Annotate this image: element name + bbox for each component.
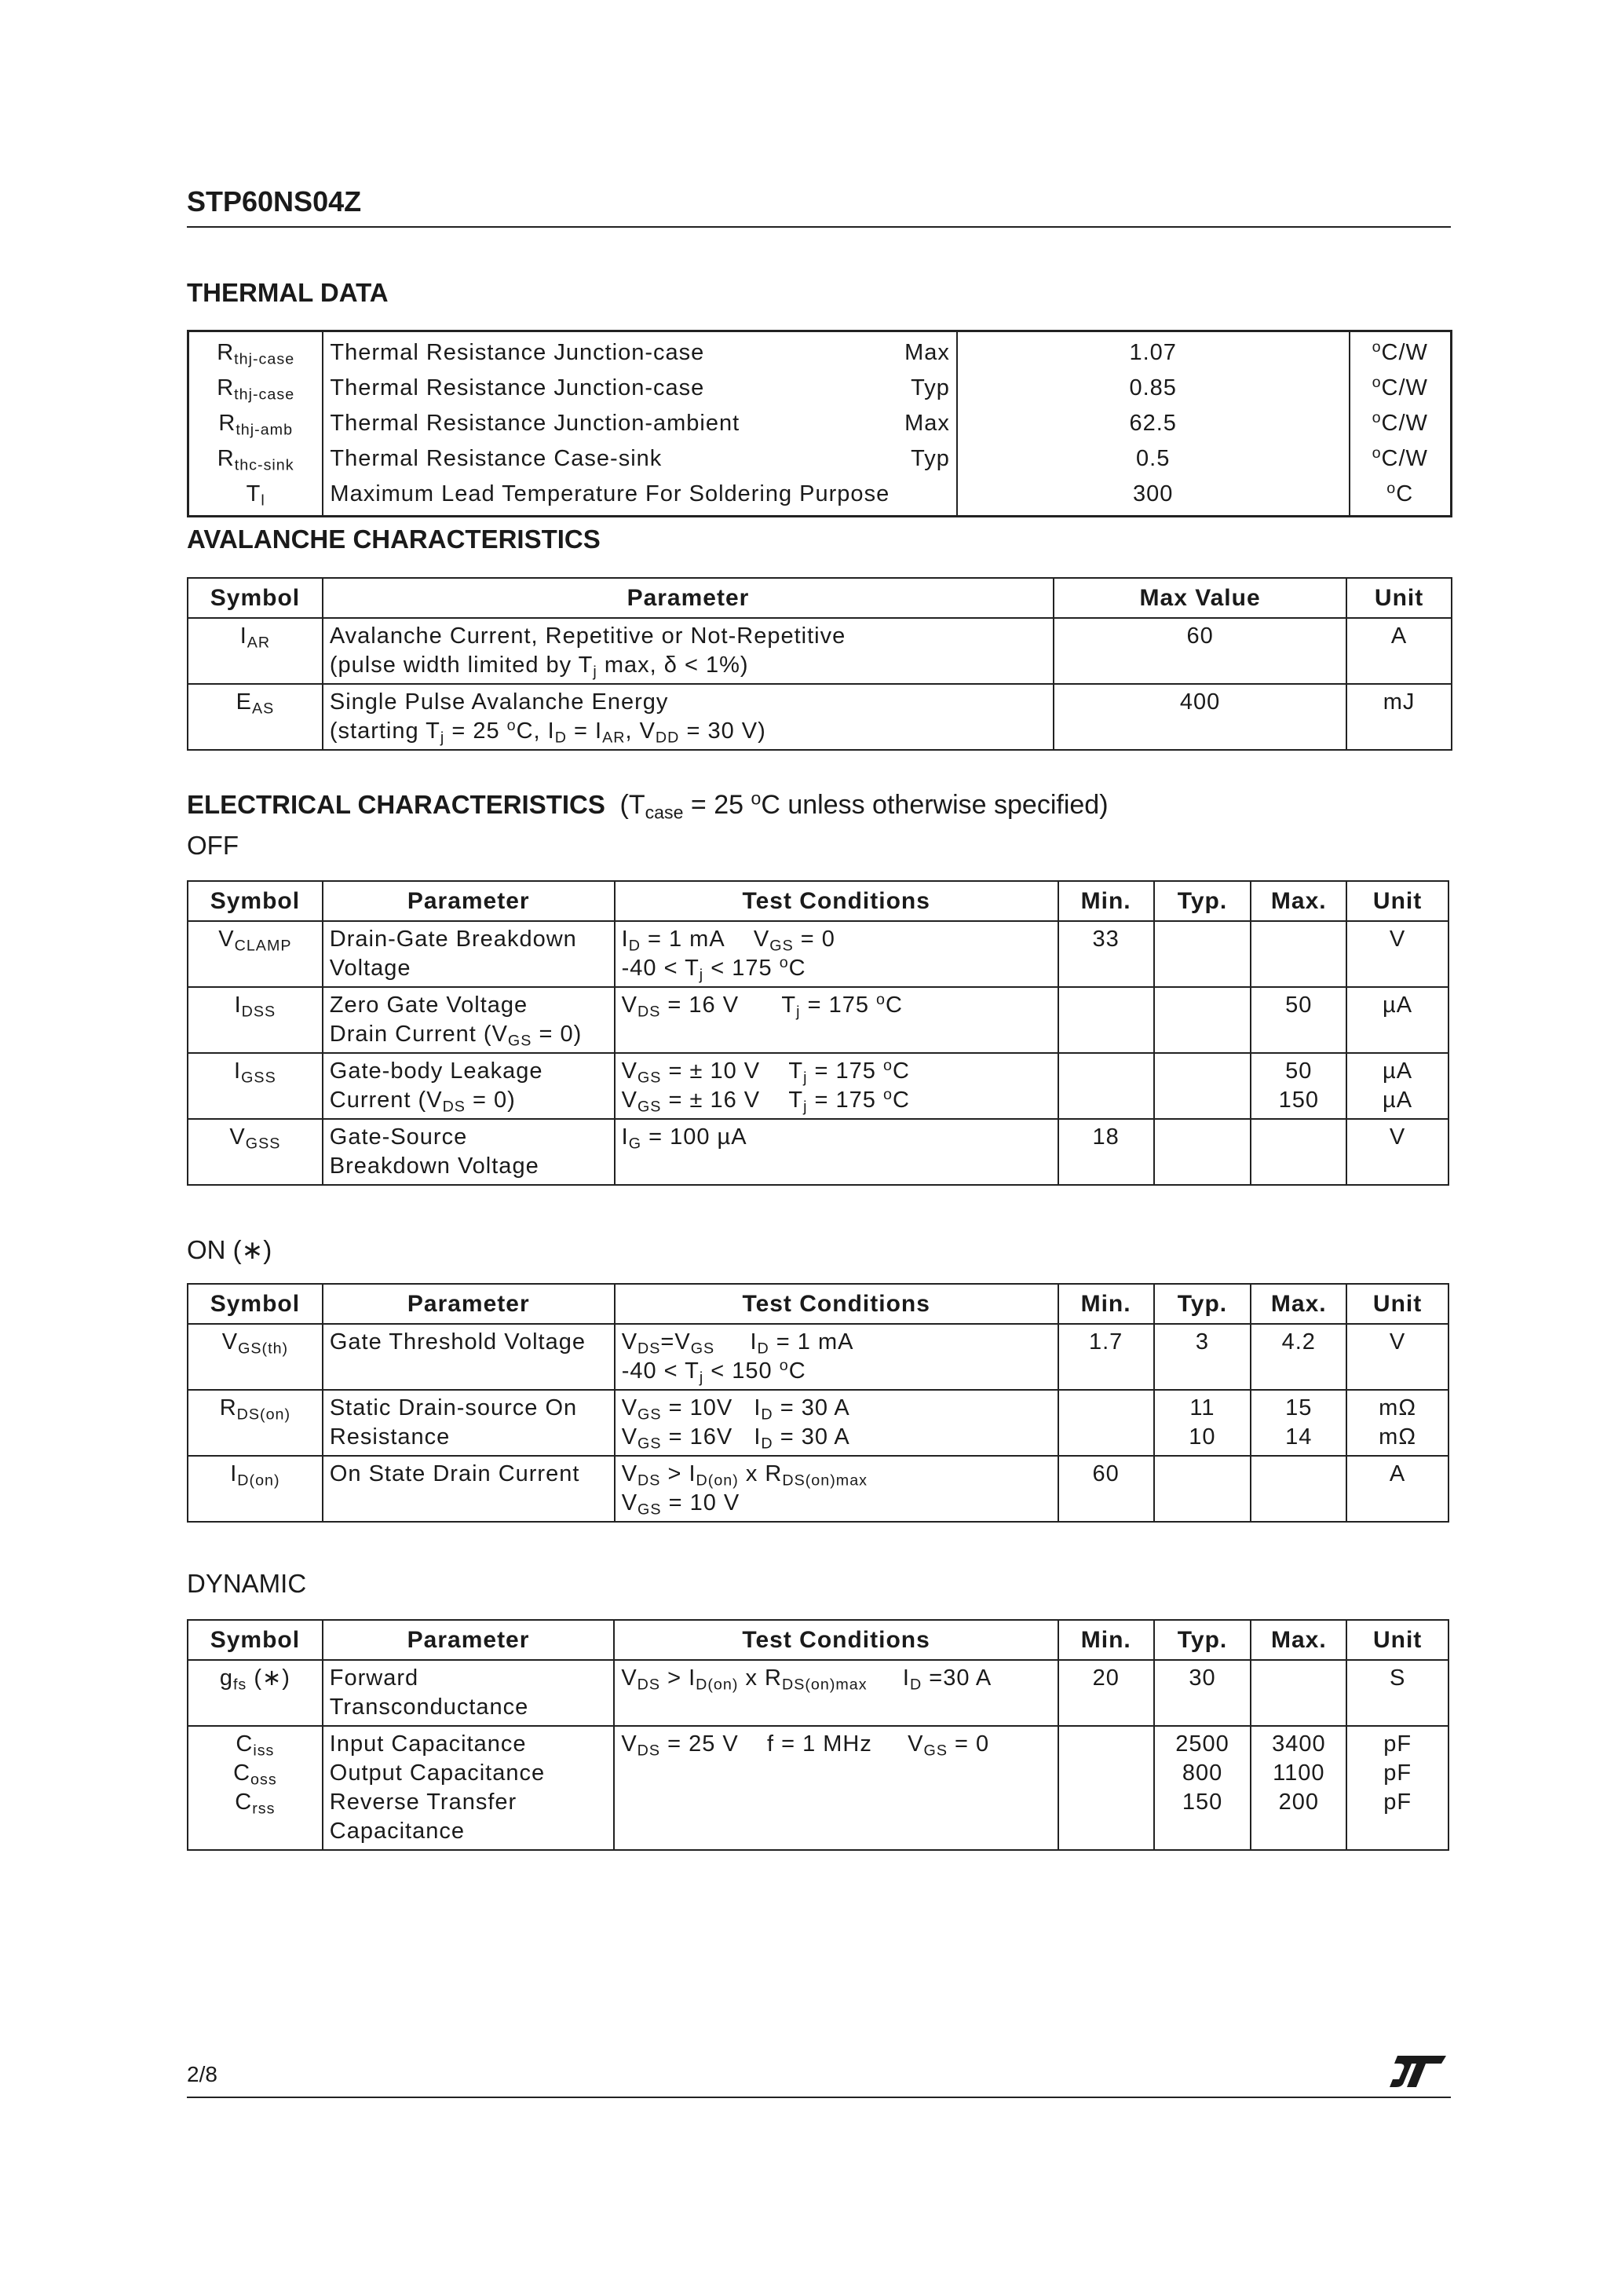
unit: $^o$C: [1350, 477, 1452, 517]
thermal-row: [188, 477, 1452, 517]
test-conditions: $V_{DS} = 25$ V f = 1 MHz $V_{GS} = 0$: [614, 1726, 1058, 1850]
page-number: 2/8: [187, 2062, 217, 2086]
parameter: Gate-body Leakage Current $(V_{DS} = 0)$: [323, 1053, 615, 1119]
col-test-conditions: Test Conditions: [615, 1284, 1058, 1324]
col-typ: Typ.: [1154, 881, 1251, 921]
unit: S: [1346, 1660, 1448, 1726]
value: 1.07: [957, 331, 1350, 371]
symbol: $T_l$: [188, 477, 323, 517]
parameter: Input Capacitance Output Capacitance Reverse Transfer Capacitance: [323, 1726, 615, 1850]
col-symbol: Symbol: [188, 578, 323, 618]
unit: mJ: [1346, 684, 1452, 750]
unit: $^o$C/W: [1350, 331, 1452, 371]
unit: V: [1346, 921, 1448, 987]
col-max: Max.: [1251, 881, 1346, 921]
parameter: Thermal Resistance Junction-case Max: [323, 331, 956, 371]
table-row: [188, 1456, 1448, 1522]
unit: mΩ mΩ: [1346, 1390, 1448, 1456]
unit: V: [1346, 1119, 1448, 1185]
col-unit: Unit: [1346, 578, 1452, 618]
typ: [1154, 987, 1251, 1053]
col-symbol: Symbol: [188, 1620, 323, 1660]
param-single-pulse-energy: Single Pulse Avalanche Energy (starting $T_j = 25$ $^o$C, $I_D = I_{AR}$, $V_{DD} = 30$ V): [323, 684, 1054, 750]
table-row: [188, 684, 1452, 750]
parameter: Maximum Lead Temperature For Soldering Purpose: [323, 477, 956, 517]
min: 1.7: [1058, 1324, 1154, 1390]
col-symbol: Symbol: [188, 1284, 323, 1324]
electrical-title: [187, 790, 1109, 821]
parameter: Gate Threshold Voltage: [323, 1324, 615, 1390]
col-symbol: Symbol: [188, 881, 323, 921]
parameter: Drain-Gate Breakdown Voltage: [323, 921, 615, 987]
col-min: Min.: [1058, 1284, 1154, 1324]
max: [1251, 1119, 1346, 1185]
thermal-title: THERMAL DATA: [187, 278, 389, 307]
symbol-iar: $I_{AR}$: [188, 618, 323, 684]
thermal-row: [188, 441, 1452, 477]
parameter: Forward Transconductance: [323, 1660, 615, 1726]
table-row: [188, 987, 1448, 1053]
col-unit: Unit: [1346, 881, 1448, 921]
parameter: Thermal Resistance Junction-ambient Max: [323, 406, 956, 441]
col-unit: Unit: [1346, 1284, 1448, 1324]
max: [1251, 921, 1346, 987]
value: 0.85: [957, 371, 1350, 406]
unit: µA: [1346, 987, 1448, 1053]
thermal-row: [188, 331, 1452, 371]
table-row: [188, 1726, 1448, 1850]
thermal-table: [187, 330, 1452, 517]
unit: $^o$C/W: [1350, 441, 1452, 477]
thermal-row: [188, 371, 1452, 406]
parameter: Thermal Resistance Case-sink Typ: [323, 441, 956, 477]
col-parameter: Parameter: [323, 578, 1054, 618]
col-typ: Typ.: [1154, 1284, 1251, 1324]
max: 3400 1100 200: [1251, 1726, 1346, 1850]
dynamic-table: [187, 1619, 1449, 1851]
symbol-idon: $I_{D(on)}$: [188, 1456, 323, 1522]
electrical-title-text: ELECTRICAL CHARACTERISTICS: [187, 790, 605, 819]
max-value: 400: [1054, 684, 1346, 750]
symbol: $R_{thj-amb}$: [188, 406, 323, 441]
col-test-conditions: Test Conditions: [615, 881, 1058, 921]
typ: [1154, 921, 1251, 987]
max: [1251, 1660, 1346, 1726]
thermal-row: [188, 406, 1452, 441]
symbol: $R_{thc-sink}$: [188, 441, 323, 477]
typ: 2500 800 150: [1154, 1726, 1251, 1850]
typ: [1154, 1053, 1251, 1119]
max: 50: [1251, 987, 1346, 1053]
typ: 11 10: [1154, 1390, 1251, 1456]
on-title: ON (∗): [187, 1235, 272, 1264]
unit: A: [1346, 618, 1452, 684]
value: 0.5: [957, 441, 1350, 477]
min: 33: [1058, 921, 1154, 987]
symbol: $R_{thj-case}$: [188, 331, 323, 371]
table-row: [188, 921, 1448, 987]
on-table: [187, 1283, 1449, 1523]
min: 20: [1058, 1660, 1154, 1726]
min: [1058, 1053, 1154, 1119]
value: 300: [957, 477, 1350, 517]
test-conditions: $V_{DS} > I_{D(on)}$ x $R_{DS(on)max}$ $I_D =30$ A: [614, 1660, 1058, 1726]
header-rule: [187, 226, 1451, 228]
typ: [1154, 1119, 1251, 1185]
typ: 3: [1154, 1324, 1251, 1390]
part-number: STP60NS04Z: [187, 185, 362, 218]
col-parameter: Parameter: [323, 1284, 615, 1324]
electrical-note: ($T_{case} = 25$ $^o$C unless otherwise specified): [619, 788, 1109, 823]
unit: pF pF pF: [1346, 1726, 1448, 1850]
unit: $^o$C/W: [1350, 371, 1452, 406]
symbol-rdson: $R_{DS(on)}$: [188, 1390, 323, 1456]
symbol-eas: $E_{AS}$: [188, 684, 323, 750]
col-min: Min.: [1058, 881, 1154, 921]
test-conditions: $V_{DS} > I_{D(on)}$ x $R_{DS(on)max}$ $V_{GS} = 10$ V: [615, 1456, 1058, 1522]
col-typ: Typ.: [1154, 1620, 1251, 1660]
col-min: Min.: [1058, 1620, 1154, 1660]
min: 18: [1058, 1119, 1154, 1185]
col-max: Max.: [1251, 1620, 1346, 1660]
max: 50 150: [1251, 1053, 1346, 1119]
unit: µA µA: [1346, 1053, 1448, 1119]
test-conditions: $I_D = 1$ mA $V_{GS} = 0$ $-40 < T_j < 175$ $^o$C: [615, 921, 1058, 987]
parameter: Zero Gate Voltage Drain Current $(V_{GS} = 0)$: [323, 987, 615, 1053]
test-conditions: $V_{DS} = 16$ V $T_j = 175$ $^o$C: [615, 987, 1058, 1053]
col-max-value: Max Value: [1054, 578, 1346, 618]
test-conditions: $I_G = 100$ µA: [615, 1119, 1058, 1185]
symbol-idss: $I_{DSS}$: [188, 987, 323, 1053]
param-avalanche-current: Avalanche Current, Repetitive or Not-Repetitive (pulse width limited by $T_j$ max, δ < 1%): [323, 618, 1054, 684]
table-row: [188, 618, 1452, 684]
min: [1058, 1390, 1154, 1456]
min: [1058, 1726, 1154, 1850]
symbol-gfs: $g_{fs}$ (∗): [188, 1660, 323, 1726]
st-logo: [1388, 2053, 1448, 2089]
test-conditions: $V_{DS}=V_{GS}$ $I_D = 1$ mA $-40 < T_j < 150$ $^o$C: [615, 1324, 1058, 1390]
off-table: [187, 880, 1449, 1186]
col-parameter: Parameter: [323, 881, 615, 921]
table-row: [188, 1660, 1448, 1726]
symbol-vgsth: $V_{GS(th)}$: [188, 1324, 323, 1390]
parameter: Static Drain-source On Resistance: [323, 1390, 615, 1456]
off-title: OFF: [187, 831, 239, 860]
symbol-capacitances: $C_{iss}$ $C_{oss}$ $C_{rss}$: [188, 1726, 323, 1850]
parameter: On State Drain Current: [323, 1456, 615, 1522]
table-row: [188, 1053, 1448, 1119]
min: [1058, 987, 1154, 1053]
value: 62.5: [957, 406, 1350, 441]
dynamic-title: DYNAMIC: [187, 1569, 307, 1598]
max: 4.2: [1251, 1324, 1346, 1390]
parameter: Thermal Resistance Junction-case Typ: [323, 371, 956, 406]
symbol-igss: $I_{GSS}$: [188, 1053, 323, 1119]
table-row: [188, 1119, 1448, 1185]
avalanche-table: [187, 577, 1452, 751]
unit: V: [1346, 1324, 1448, 1390]
max: [1251, 1456, 1346, 1522]
test-conditions: $V_{GS} = 10V$ $I_D = 30$ A $V_{GS} = 16V$ $I_D = 30$ A: [615, 1390, 1058, 1456]
min: 60: [1058, 1456, 1154, 1522]
symbol: $R_{thj-case}$: [188, 371, 323, 406]
symbol-vclamp: $V_{CLAMP}$: [188, 921, 323, 987]
symbol-vgss: $V_{GSS}$: [188, 1119, 323, 1185]
unit: $^o$C/W: [1350, 406, 1452, 441]
parameter: Gate-Source Breakdown Voltage: [323, 1119, 615, 1185]
table-row: [188, 1390, 1448, 1456]
col-unit: Unit: [1346, 1620, 1448, 1660]
col-test-conditions: Test Conditions: [614, 1620, 1058, 1660]
col-max: Max.: [1251, 1284, 1346, 1324]
test-conditions: $V_{GS}$ = ± 10 V $T_j = 175$ $^o$C $V_{GS}$ = ± 16 V $T_j = 175$ $^o$C: [615, 1053, 1058, 1119]
unit: A: [1346, 1456, 1448, 1522]
table-row: [188, 1324, 1448, 1390]
max: 15 14: [1251, 1390, 1346, 1456]
col-parameter: Parameter: [323, 1620, 615, 1660]
footer-rule: [187, 2097, 1451, 2098]
max-value: 60: [1054, 618, 1346, 684]
typ: 30: [1154, 1660, 1251, 1726]
typ: [1154, 1456, 1251, 1522]
avalanche-title: AVALANCHE CHARACTERISTICS: [187, 525, 601, 554]
